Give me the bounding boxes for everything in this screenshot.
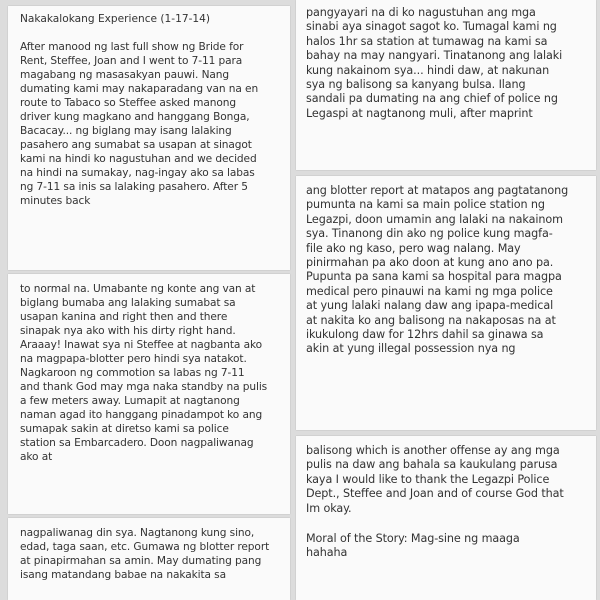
text-line: Bacacay... ng biglang may isang lalaking [20, 125, 232, 137]
text-line: Legazpi, doon umamin ang lalaki na nakainom [306, 212, 563, 226]
text-line: to normal na. Umabante ng konte ang van at [20, 283, 256, 295]
text-line: usapan kanina and right then and there [20, 311, 228, 323]
moral-line: hahaha [306, 546, 348, 560]
moral-line: Moral of the Story: Mag-sine ng maaga [306, 532, 520, 546]
text-line: ikukulong daw for 12hrs dahil sa ginawa sa [306, 328, 544, 342]
text-line: route to Tabaco so Steffee asked manong [20, 97, 237, 109]
panel-4 [296, 0, 596, 170]
text-line: bahay na may nangyari. Tinatanong ang lalaki [306, 49, 563, 63]
panel-3 [8, 518, 290, 600]
text-line: driver kung magkano and hanggang Bonga, [20, 111, 250, 123]
text-line: and thank God may mga naka standby na pulis [20, 381, 268, 393]
text-line: halos 1hr sa station at tumawag na kami sa [306, 34, 548, 48]
panel-4-text [306, 6, 588, 121]
text-line: sya ng balisong sa kanyang bulsa. Ilang [306, 78, 526, 92]
text-line: Im okay. [306, 501, 352, 515]
text-line: at nakita ko ang balisong na nakaposas na at [306, 313, 556, 327]
text-line: kaya I would like to thank the Legazpi Police [306, 472, 550, 486]
text-line: isang matandang babae na nakakita sa [20, 569, 226, 581]
text-line: naman agad ito hanggang pinadampot ko ang [20, 409, 263, 421]
text-line: file ako ng kaso, pero wag nalang. May [306, 241, 521, 255]
text-line: pulis na daw ang bahala sa kaukulang parusa [306, 458, 558, 472]
panel-6-text [306, 444, 588, 516]
text-line: akin at yung illegal possession nya ng [306, 342, 516, 356]
text-line: sya. Tinanong din ako ng police kung magfa- [306, 227, 553, 241]
text-line: at yung lalaki nalang daw ang ipapa-medical [306, 299, 554, 313]
panel-2 [8, 274, 290, 514]
text-line: magabang ng masasakyan pauwi. Nang [20, 69, 230, 81]
text-line: Nagkaroon ng commotion sa labas ng 7-11 [20, 367, 245, 379]
moral-text [306, 532, 588, 561]
text-line: sinabi aya sinagot sagot ko. Tumagal kami ng [306, 20, 557, 34]
text-line: kami na hindi ko nagustuhan and we decided [20, 153, 257, 165]
text-line: na hindi na sumakay, nag-ingay ako sa labas [20, 167, 255, 179]
text-line: sumapak sakin at diretso kami sa police [20, 423, 229, 435]
panel-5 [296, 176, 596, 430]
text-line: pinirmahan pa ako doon at kung ano ano pa. [306, 256, 554, 270]
text-line: nagpaliwanag din sya. Nagtanong kung sino, [20, 527, 255, 539]
text-line: dumating kami may nakaparadang van na en [20, 83, 259, 95]
text-line: station sa Embarcadero. Doon nagpaliwanag [20, 437, 254, 449]
text-line: pumunta na kami sa main police station ng [306, 198, 545, 212]
text-line: After manood ng last full show ng Bride for [20, 41, 244, 53]
panel-3-text [20, 526, 280, 582]
text-line: at pinapirmahan sa amin. May dumating pang [20, 555, 262, 567]
text-line: medical pero pinauwi na kami ng mga police [306, 284, 553, 298]
text-line: kung nakainom sya... hindi daw, at nakunan [306, 63, 550, 77]
text-line: ang blotter report at matapos ang pagtatanong [306, 184, 569, 197]
text-line: Araaay! Inawat sya ni Steffee at nagbanta ako [20, 339, 263, 351]
panel-1 [8, 6, 290, 270]
text-line: ako at [20, 451, 53, 463]
text-line: Pupunta pa sana kami sa hospital para magpa [306, 270, 562, 284]
text-line: Rent, Steffee, Joan and I went to 7-11 para [20, 55, 243, 67]
text-line: sinapak nya ako with his dirty right hand. [20, 325, 236, 337]
text-line: edad, taga saan, etc. Gumawa ng blotter report [20, 541, 270, 553]
panel-6 [296, 436, 596, 600]
post-title: Nakakalokang Experience (1-17-14) [20, 13, 211, 25]
text-line: pangyayari na di ko nagustuhan ang mga [306, 6, 536, 19]
text-line: sandali pa dumating na ang chief of police ng [306, 92, 558, 106]
panel-5-text [306, 184, 588, 357]
text-line: biglang bumaba ang lalaking sumabat sa [20, 297, 236, 309]
text-line: na magpapa-blotter pero hindi sya natakot. [20, 353, 247, 365]
panel-1-text [20, 40, 280, 208]
panel-2-text [20, 282, 280, 464]
text-line: balisong which is another offense ay ang mga [306, 444, 560, 457]
text-line: minutes back [20, 195, 91, 207]
text-line: Dept., Steffee and Joan and of course God that [306, 487, 564, 501]
text-line: a few meters away. Lumapit at nagtanong [20, 395, 240, 407]
text-line: pasahero ang sumabat sa usapan at sinagot [20, 139, 252, 151]
text-line: ng 7-11 sa inis sa lalaking pasahero. After 5 [20, 181, 248, 193]
text-line: Legaspi at nagtanong muli, after maprint [306, 106, 533, 120]
